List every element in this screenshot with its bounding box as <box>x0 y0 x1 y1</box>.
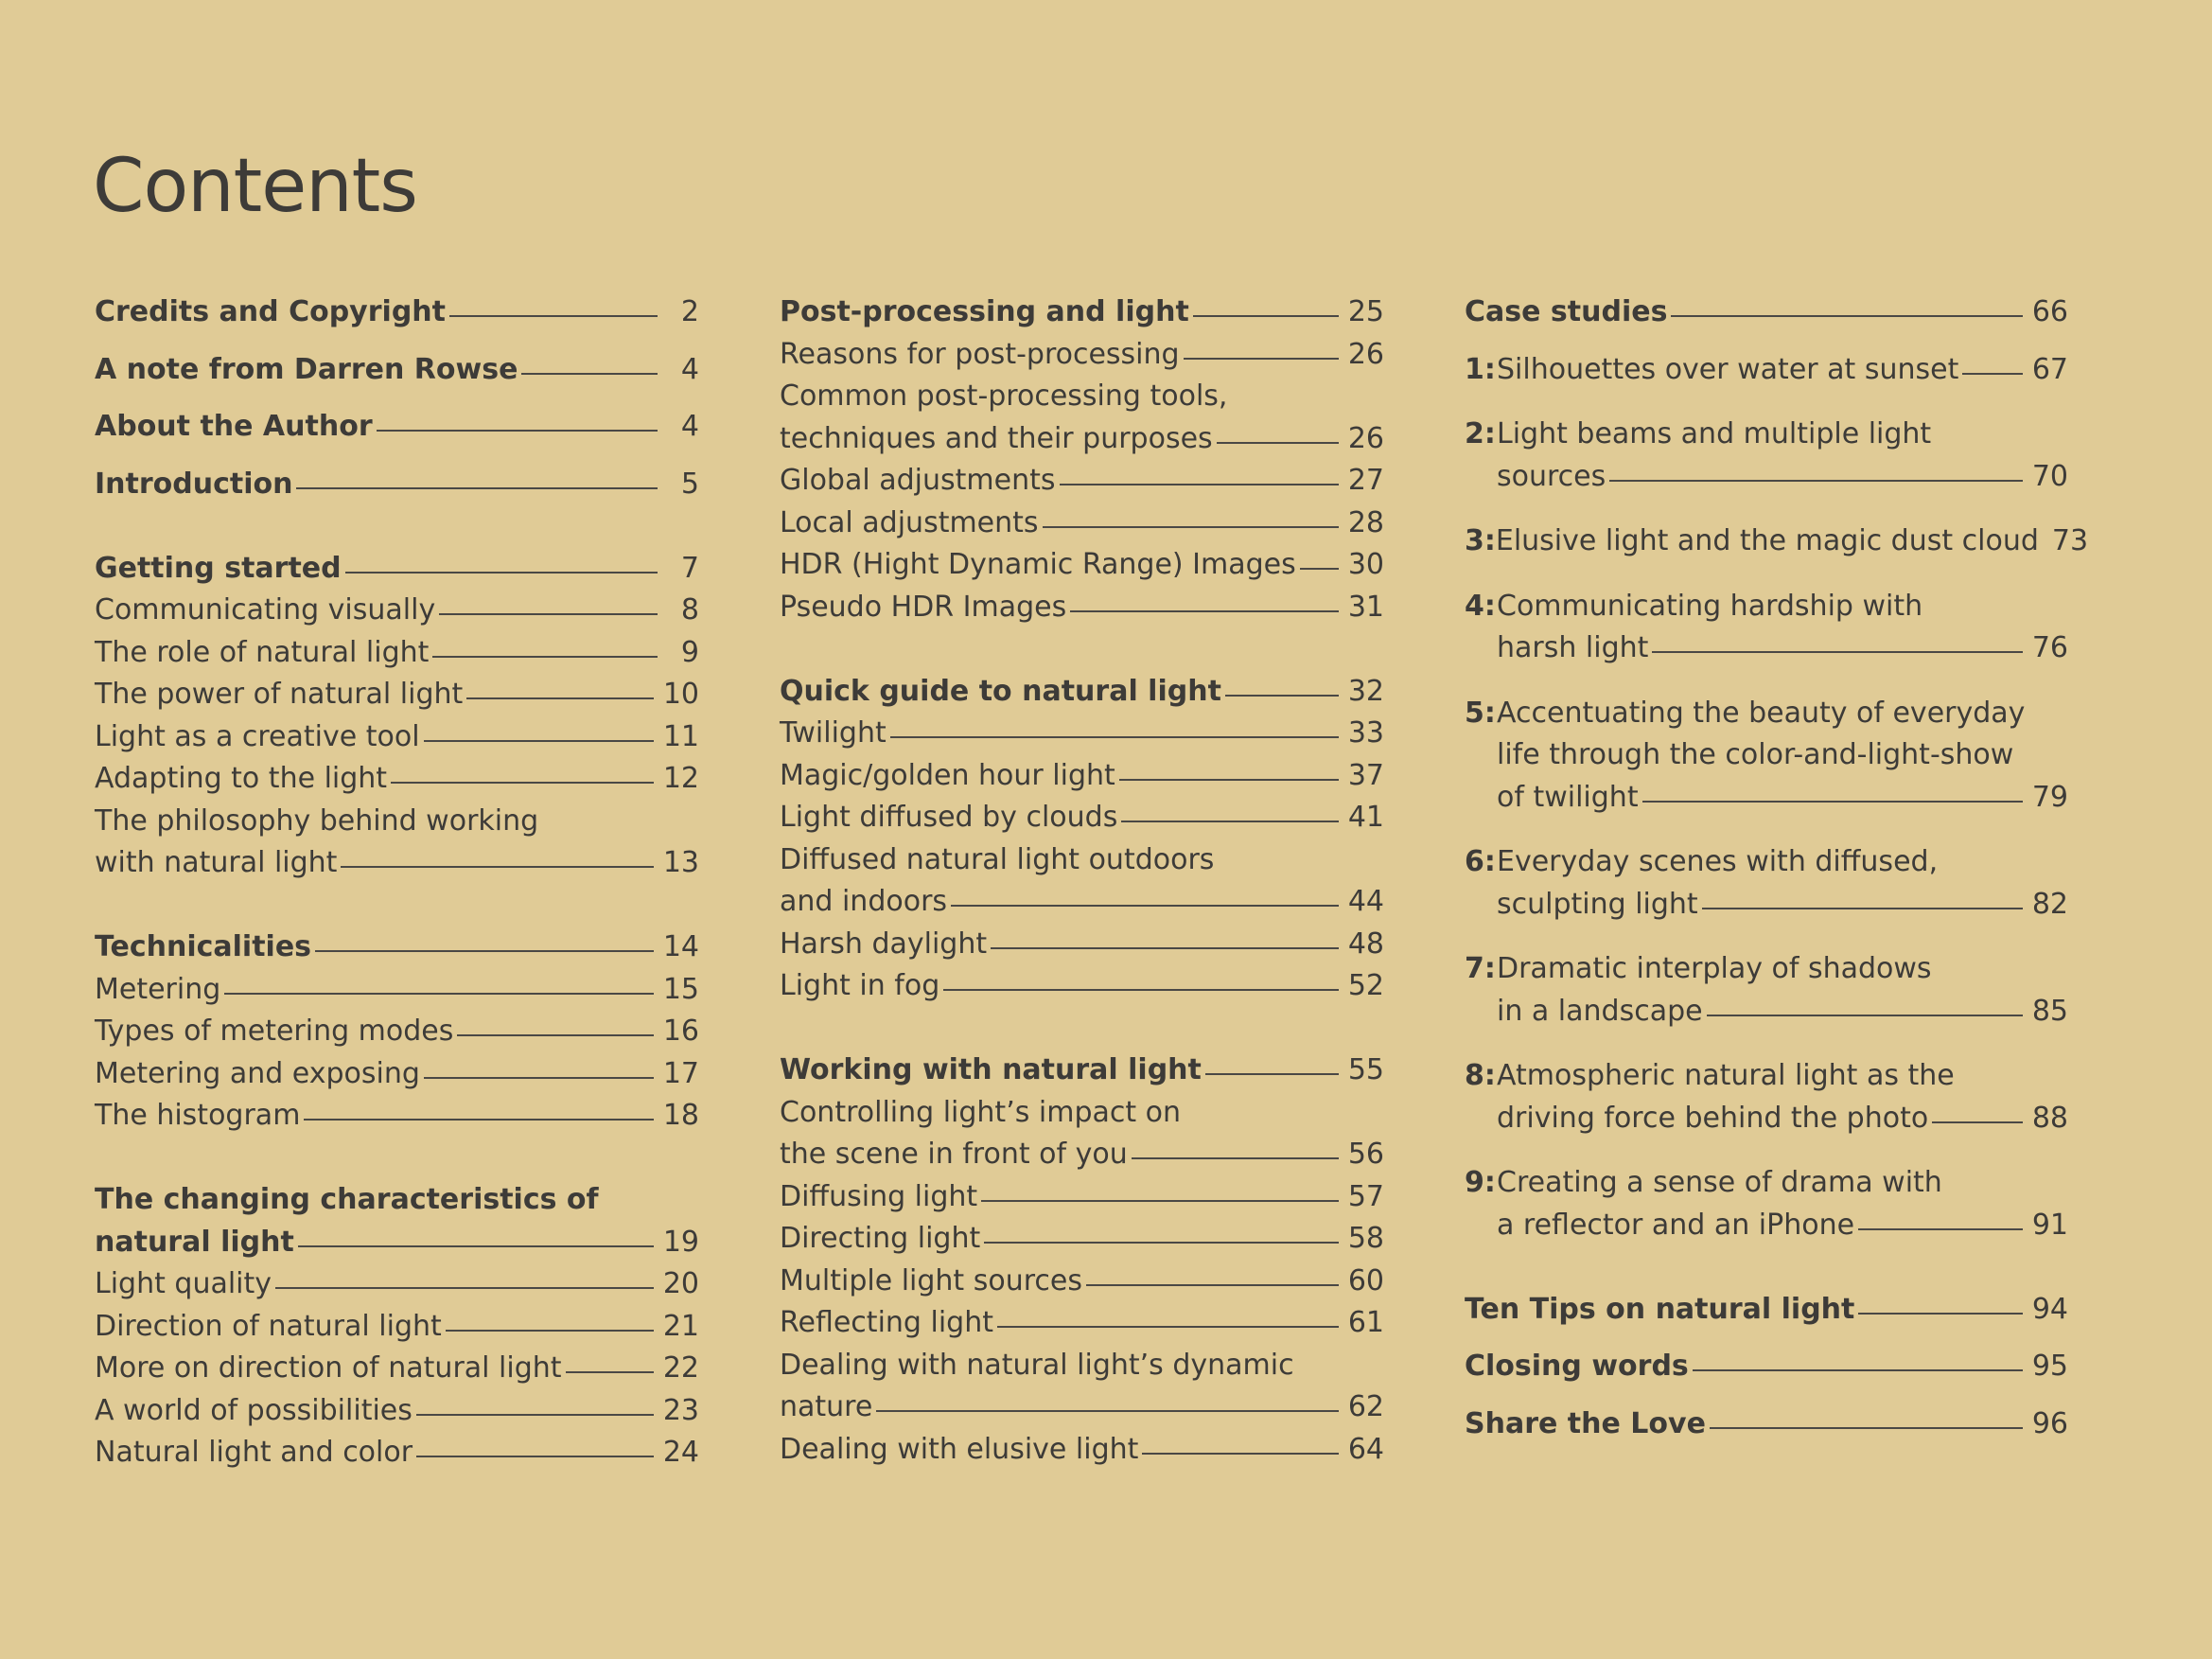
spacer <box>1465 1331 2068 1346</box>
page-number: 18 <box>662 1099 699 1132</box>
toc-entry[interactable] <box>95 1432 699 1474</box>
leader-line <box>1858 1228 2023 1230</box>
leader-line <box>1142 1453 1338 1455</box>
page-number: 20 <box>662 1267 699 1300</box>
leader-line <box>1652 651 2022 653</box>
entry-title: Diffusing light <box>780 1179 978 1213</box>
entry-title: Reflecting light <box>780 1306 993 1339</box>
case-study-entry[interactable] <box>1465 693 2068 820</box>
leader-line <box>997 1326 1339 1328</box>
leader-line <box>1300 568 1339 570</box>
entry-title: Closing words <box>1465 1350 1689 1383</box>
entry-title: and indoors <box>780 885 948 918</box>
entry-title: Light as a creative tool <box>95 719 420 753</box>
case-study-entry[interactable] <box>1465 586 2068 670</box>
spacer <box>1465 334 2068 349</box>
page-number: 79 <box>2031 780 2068 814</box>
toc-entry[interactable] <box>95 1053 699 1096</box>
page-number: 64 <box>1347 1432 1384 1466</box>
leader-line <box>296 487 658 489</box>
toc-column-2 <box>780 291 1384 1471</box>
leader-line <box>1702 908 2023 909</box>
page-number: 48 <box>1347 927 1384 961</box>
entry-title: driving force behind the photo <box>1497 1101 1929 1135</box>
page-number: 31 <box>1347 590 1384 624</box>
toc-entry[interactable] <box>95 632 699 675</box>
page-number: 73 <box>2051 524 2089 557</box>
entry-title: Share the Love <box>1465 1406 1706 1440</box>
page-number: 12 <box>662 762 699 795</box>
page-number: 60 <box>1347 1263 1384 1297</box>
case-study-entry[interactable] <box>1465 521 2089 563</box>
leader-line <box>1060 484 1339 485</box>
leader-line <box>1184 358 1339 360</box>
entry-title: A note from Darren Rowse <box>95 352 518 386</box>
page-number: 25 <box>1347 295 1384 328</box>
entry-title: Twilight <box>780 716 887 750</box>
page-number: 4 <box>680 410 699 443</box>
toc-entry[interactable] <box>780 965 1384 1008</box>
page-number: 24 <box>662 1436 699 1469</box>
page-number: 41 <box>1347 801 1384 834</box>
entry-title: Elusive light and the magic dust cloud <box>1495 524 2039 557</box>
entry-title: life through the color-and-light-show <box>1497 738 2014 771</box>
leader-line <box>1642 801 2023 803</box>
section-entry[interactable] <box>1465 1403 2068 1446</box>
spacer <box>95 885 699 927</box>
toc-column-1 <box>95 291 699 1474</box>
page-number: 62 <box>1347 1390 1384 1423</box>
toc-entry[interactable] <box>780 460 1384 503</box>
leader-line <box>416 1456 654 1457</box>
entry-title: Dealing with elusive light <box>780 1432 1139 1466</box>
entry-title: Magic/golden hour light <box>780 758 1115 792</box>
page-number: 5 <box>680 467 699 501</box>
page-number: 85 <box>2031 994 2068 1028</box>
entry-title: a reflector and an iPhone <box>1497 1208 1855 1242</box>
section-entry[interactable] <box>95 927 699 969</box>
leader-line <box>984 1242 1339 1244</box>
leader-line <box>1858 1313 2022 1315</box>
toc-entry[interactable] <box>780 544 1384 587</box>
entry-title: Light beams and multiple light <box>1497 417 1932 450</box>
toc-entry[interactable] <box>95 1348 699 1390</box>
spacer <box>780 628 1384 671</box>
toc-entry[interactable] <box>780 1302 1384 1345</box>
toc-entry[interactable] <box>95 1306 699 1349</box>
entry-title: Local adjustments <box>780 505 1039 539</box>
leader-line <box>1086 1284 1339 1286</box>
page-number: 8 <box>680 593 699 627</box>
page-number: 33 <box>1347 716 1384 750</box>
entry-title: Case studies <box>1465 295 1668 328</box>
entry-title: Controlling light’s impact on <box>780 1095 1182 1129</box>
toc-entry[interactable] <box>95 1390 699 1433</box>
toc-entry[interactable] <box>780 376 1384 460</box>
leader-line <box>298 1245 654 1247</box>
case-study-number: 8: <box>1465 1059 1496 1092</box>
page-number: 28 <box>1347 505 1384 539</box>
spacer <box>1465 391 2068 414</box>
leader-line <box>439 613 658 615</box>
entry-title: The philosophy behind working <box>95 803 539 838</box>
toc-entry[interactable] <box>95 801 699 885</box>
leader-line <box>1070 610 1339 612</box>
entry-title: Global adjustments <box>780 464 1056 497</box>
entry-title: with natural light <box>95 846 338 879</box>
page-number: 11 <box>662 719 699 753</box>
page-number: 27 <box>1347 464 1384 497</box>
case-study-entry[interactable] <box>1465 841 2068 926</box>
entry-title: Getting started <box>95 551 342 585</box>
spacer <box>1465 563 2068 586</box>
leader-line <box>432 656 658 658</box>
page-number: 37 <box>1347 758 1384 792</box>
entry-title: Adapting to the light <box>95 762 388 795</box>
leader-line <box>890 736 1339 738</box>
page-number: 95 <box>2031 1350 2068 1383</box>
leader-line <box>1693 1369 2023 1371</box>
entry-title: Light in fog <box>780 969 940 1002</box>
entry-title: Metering <box>95 972 221 1006</box>
entry-title: Metering and exposing <box>95 1056 420 1090</box>
page-number: 88 <box>2031 1101 2068 1135</box>
entry-title: Technicalities <box>95 930 312 963</box>
entry-title: More on direction of natural light <box>95 1351 562 1385</box>
toc-entry[interactable] <box>780 755 1384 798</box>
toc-entry[interactable] <box>95 1095 699 1138</box>
entry-title: techniques and their purposes <box>780 421 1213 455</box>
entry-title: Creating a sense of drama with <box>1497 1166 1942 1199</box>
page-number: 94 <box>2031 1292 2068 1326</box>
page-number: 32 <box>1347 674 1384 708</box>
entry-title: sculpting light <box>1497 887 1698 921</box>
case-study-number: 7: <box>1465 952 1496 985</box>
leader-line <box>224 993 654 995</box>
toc-entry[interactable] <box>95 1011 699 1053</box>
section-entry[interactable] <box>95 464 699 506</box>
toc-entry[interactable] <box>95 969 699 1012</box>
entry-title: Introduction <box>95 467 293 501</box>
leader-line <box>424 740 654 742</box>
leader-line <box>304 1119 653 1121</box>
entry-title: Light quality <box>95 1267 272 1300</box>
entry-title: Quick guide to natural light <box>780 674 1221 708</box>
page-number: 19 <box>662 1225 699 1259</box>
entry-title: A world of possibilities <box>95 1393 413 1427</box>
leader-line <box>1932 1121 2023 1123</box>
section-entry[interactable] <box>95 291 699 334</box>
page-number: 10 <box>662 678 699 711</box>
entry-title: natural light <box>95 1225 294 1259</box>
section-entry[interactable] <box>1465 1289 2068 1332</box>
entry-title: Silhouettes over water at sunset <box>1497 352 1959 386</box>
spacer <box>1465 819 2068 841</box>
page-number: 58 <box>1347 1222 1384 1255</box>
entry-title: Light diffused by clouds <box>780 801 1118 834</box>
entry-title: Accentuating the beauty of everyday <box>1497 696 2026 730</box>
entry-title: Harsh daylight <box>780 927 988 961</box>
page-title: Contents <box>93 144 417 229</box>
section-entry[interactable] <box>780 291 1384 334</box>
leader-line <box>1710 1427 2023 1429</box>
page-number: 14 <box>662 930 699 963</box>
leader-line <box>991 947 1339 949</box>
leader-line <box>466 697 654 699</box>
spacer <box>95 391 699 406</box>
entry-title: Post-processing and light <box>780 295 1189 328</box>
entry-title: nature <box>780 1390 873 1423</box>
entry-title: Directing light <box>780 1222 981 1255</box>
page-number: 96 <box>2031 1406 2068 1440</box>
spacer <box>1465 670 2068 693</box>
entry-title: Dramatic interplay of shadows <box>1497 952 1932 985</box>
page-number: 82 <box>2031 887 2068 921</box>
leader-line <box>345 572 658 574</box>
case-study-entry[interactable] <box>1465 349 2068 392</box>
entry-title: The histogram <box>95 1099 301 1132</box>
section-entry[interactable] <box>95 349 699 392</box>
case-study-number: 1: <box>1465 352 1496 386</box>
entry-title: Diffused natural light outdoors <box>780 842 1215 876</box>
entry-title: Everyday scenes with diffused, <box>1497 845 1939 878</box>
section-entry[interactable] <box>95 548 699 591</box>
toc-entry[interactable] <box>95 590 699 632</box>
toc-entry[interactable] <box>780 334 1384 377</box>
entry-title: Ten Tips on natural light <box>1465 1292 1855 1326</box>
entry-title: Communicating visually <box>95 593 436 627</box>
leader-line <box>446 1330 654 1332</box>
toc-entry[interactable] <box>95 716 699 759</box>
toc-entry[interactable] <box>780 503 1384 545</box>
spacer <box>95 505 699 548</box>
toc-entry[interactable] <box>780 1092 1384 1176</box>
leader-line <box>1671 315 2022 317</box>
entry-title: The changing characteristics of <box>95 1183 599 1216</box>
page-number: 26 <box>1347 337 1384 371</box>
spacer <box>1465 1246 2068 1289</box>
case-study-number: 9: <box>1465 1166 1496 1199</box>
leader-line <box>1043 526 1339 528</box>
leader-line <box>275 1287 654 1289</box>
leader-line <box>1119 779 1339 781</box>
section-entry[interactable] <box>1465 1346 2068 1388</box>
spacer <box>780 1008 1384 1050</box>
case-study-number: 6: <box>1465 845 1496 878</box>
entry-title: Natural light and color <box>95 1436 413 1469</box>
page-number: 66 <box>2031 295 2068 328</box>
toc-entry[interactable] <box>780 587 1384 629</box>
leader-line <box>1707 1015 2023 1016</box>
section-entry[interactable] <box>95 406 699 449</box>
entry-title: harsh light <box>1497 631 1649 664</box>
toc-entry[interactable] <box>780 1218 1384 1261</box>
leader-line <box>943 989 1339 991</box>
leader-line <box>1193 315 1339 317</box>
leader-line <box>981 1200 1339 1202</box>
toc-entry[interactable] <box>780 1345 1384 1429</box>
spacer <box>95 449 699 464</box>
page-number: 7 <box>680 551 699 585</box>
page-number: 44 <box>1347 885 1384 918</box>
page-number: 23 <box>662 1393 699 1427</box>
case-study-number: 5: <box>1465 696 1496 730</box>
toc-entry[interactable] <box>780 1176 1384 1219</box>
page-number: 55 <box>1347 1053 1384 1086</box>
entry-title: in a landscape <box>1497 994 1703 1028</box>
entry-title: Common post-processing tools, <box>780 379 1228 413</box>
leader-line <box>1962 373 2022 375</box>
leader-line <box>951 905 1339 907</box>
page-number: 57 <box>1347 1179 1384 1213</box>
page-number: 67 <box>2031 352 2068 386</box>
spacer <box>95 1138 699 1180</box>
spacer <box>1465 926 2068 948</box>
spacer <box>1465 498 2068 521</box>
case-study-entry[interactable] <box>1465 948 2068 1032</box>
entry-title: Working with natural light <box>780 1053 1202 1086</box>
entry-title: Direction of natural light <box>95 1309 442 1343</box>
page-number: 91 <box>2031 1208 2068 1242</box>
page-number: 52 <box>1347 969 1384 1002</box>
toc-entry[interactable] <box>780 924 1384 966</box>
page-number: 9 <box>680 635 699 669</box>
page-number: 76 <box>2031 631 2068 664</box>
leader-line <box>449 315 658 317</box>
leader-line <box>457 1034 653 1036</box>
case-study-entry[interactable] <box>1465 1162 2068 1246</box>
page-number: 17 <box>662 1056 699 1090</box>
entry-title: About the Author <box>95 410 373 443</box>
page-number: 22 <box>662 1351 699 1385</box>
page-number: 30 <box>1347 548 1384 581</box>
leader-line <box>1609 480 2023 482</box>
toc-entry[interactable] <box>95 1263 699 1306</box>
toc-column-3 <box>1465 291 2089 1445</box>
entry-title: Credits and Copyright <box>95 295 446 328</box>
section-entry[interactable] <box>780 1050 1384 1092</box>
leader-line <box>521 373 658 375</box>
toc-entry[interactable] <box>780 1429 1384 1472</box>
leader-line <box>391 782 654 784</box>
entry-title: The power of natural light <box>95 678 464 711</box>
spacer <box>1465 1139 2068 1162</box>
leader-line <box>1217 442 1339 444</box>
page-number: 21 <box>662 1309 699 1343</box>
leader-line <box>377 430 658 432</box>
leader-line <box>1225 695 1339 697</box>
toc-entry[interactable] <box>780 713 1384 755</box>
toc-entry[interactable] <box>780 839 1384 924</box>
leader-line <box>1205 1073 1339 1075</box>
toc-entry[interactable] <box>95 674 699 716</box>
entry-title: Atmospheric natural light as the <box>1497 1059 1955 1092</box>
spacer <box>1465 1388 2068 1403</box>
page-number: 15 <box>662 972 699 1006</box>
toc-entry[interactable] <box>780 797 1384 839</box>
entry-title: Dealing with natural light’s dynamic <box>780 1348 1294 1382</box>
leader-line <box>1132 1157 1339 1159</box>
page-number: 61 <box>1347 1306 1384 1339</box>
leader-line <box>341 866 653 868</box>
toc-entry[interactable] <box>95 758 699 801</box>
toc-entry[interactable] <box>780 1261 1384 1303</box>
leader-line <box>416 1414 654 1416</box>
entry-title: Types of metering modes <box>95 1015 454 1048</box>
entry-title: the scene in front of you <box>780 1138 1128 1171</box>
page-number: 56 <box>1347 1138 1384 1171</box>
leader-line <box>424 1077 654 1079</box>
case-study-number: 4: <box>1465 589 1496 623</box>
entry-title: The role of natural light <box>95 635 430 669</box>
entry-title: Pseudo HDR Images <box>780 590 1067 624</box>
case-study-number: 2: <box>1465 417 1496 450</box>
page-number: 70 <box>2031 459 2068 493</box>
section-entry[interactable] <box>95 1179 699 1263</box>
entry-title: HDR (Hight Dynamic Range) Images <box>780 548 1296 581</box>
entry-title: of twilight <box>1497 780 1639 814</box>
case-study-entry[interactable] <box>1465 1055 2068 1139</box>
section-entry[interactable] <box>1465 291 2068 334</box>
entry-title: sources <box>1497 459 1606 493</box>
leader-line <box>566 1371 654 1373</box>
spacer <box>95 334 699 349</box>
page-number: 26 <box>1347 421 1384 455</box>
section-entry[interactable] <box>780 671 1384 714</box>
leader-line <box>1121 821 1338 822</box>
page-number: 16 <box>662 1015 699 1048</box>
spacer <box>1465 1032 2068 1055</box>
entry-title: Reasons for post-processing <box>780 337 1180 371</box>
leader-line <box>315 950 654 952</box>
page-number: 2 <box>680 295 699 328</box>
page-number: 4 <box>680 352 699 386</box>
page-number: 13 <box>662 846 699 879</box>
case-study-number: 3: <box>1465 524 1496 557</box>
entry-title: Communicating hardship with <box>1497 589 1923 623</box>
leader-line <box>876 1410 1339 1412</box>
entry-title: Multiple light sources <box>780 1263 1082 1297</box>
case-study-entry[interactable] <box>1465 414 2068 498</box>
